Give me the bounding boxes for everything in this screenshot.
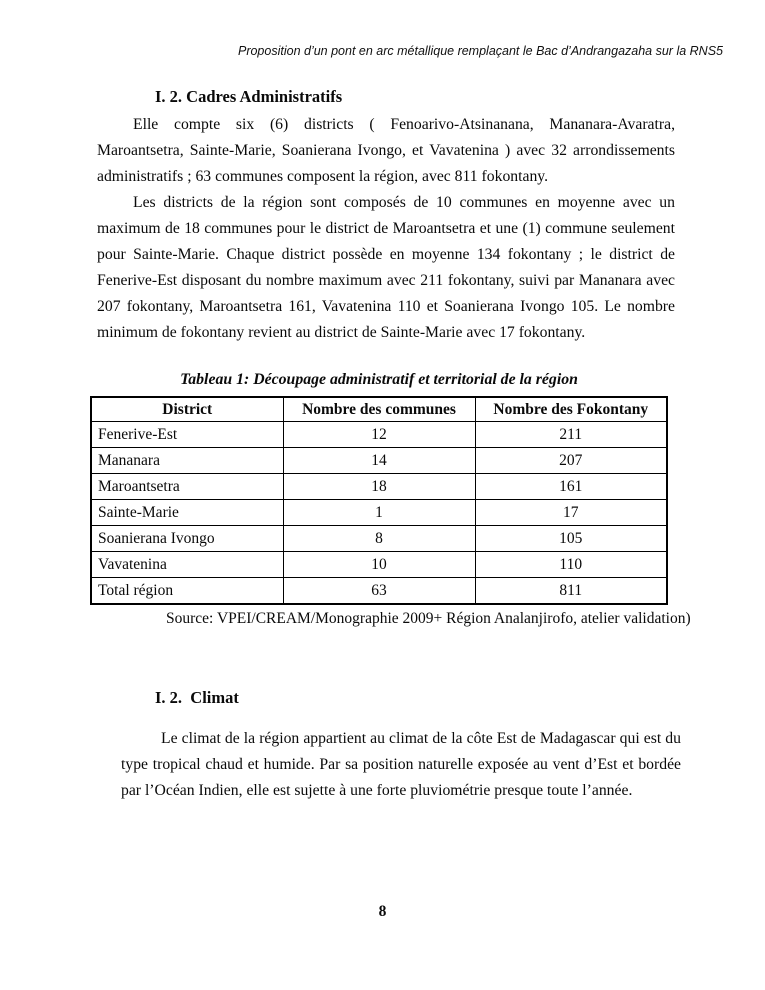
paragraph-climat: Le climat de la région appartient au climat de la côte Est de Madagascar qui est du type tropical chaud et humide. Par sa position naturelle exposée au vent d’Est et bordée par l’Océan Indien, elle est sujette à une forte pluviométrie presque toute l’année.	[121, 730, 681, 799]
column-header-communes: Nombre des communes	[283, 397, 475, 422]
cell-fokontany: 207	[475, 448, 667, 474]
section-heading-cadres-administratifs: I. 2. Cadres Administratifs	[155, 87, 343, 106]
admin-table	[90, 396, 668, 605]
column-header-district: District	[91, 397, 283, 422]
cell-district: Mananara	[91, 448, 283, 474]
cell-communes: 10	[283, 552, 475, 578]
table-source: Source: VPEI/CREAM/Monographie 2009+ Région Analanjirofo, atelier validation)	[166, 610, 691, 627]
cell-communes: 1	[283, 500, 475, 526]
cell-district: Sainte-Marie	[91, 500, 283, 526]
cell-communes: 8	[283, 526, 475, 552]
cell-communes: 63	[283, 578, 475, 605]
table-row	[91, 448, 667, 474]
table-row	[91, 422, 667, 448]
column-header-fokontany: Nombre des Fokontany	[475, 397, 667, 422]
table-caption: Tableau 1: Découpage administratif et territorial de la région	[180, 371, 578, 388]
table-row	[91, 526, 667, 552]
running-header: Proposition d’un pont en arc métallique remplaçant le Bac d’Andrangazaha sur la RNS5	[237, 44, 723, 58]
paragraph-districts-details: Les districts de la région sont composés de 10 communes en moyenne avec un maximum de 18 communes pour le district de Maroantsetra et une (1) commune seulement pour Sainte-Marie. Chaque district possède en moyenne 134 fokontany ; le district de Fenerive-Est disposant du nombre maximum avec 211 fokontany, suivi par Mananara avec 207 fokontany, Maroantsetra 161, Vavatenina 110 et Soanierana Ivongo 105. Le nombre minimum de fokontany revient au district de Sainte-Marie avec 17 fokontany.	[97, 194, 675, 341]
cell-communes: 14	[283, 448, 475, 474]
cell-fokontany: 105	[475, 526, 667, 552]
section-heading-climat: I. 2. Climat	[155, 688, 239, 707]
page-number: 8	[378, 903, 387, 920]
cell-district: Fenerive-Est	[91, 422, 283, 448]
cell-communes: 12	[283, 422, 475, 448]
cell-district: Vavatenina	[91, 552, 283, 578]
table-row	[91, 578, 667, 605]
cell-fokontany: 161	[475, 474, 667, 500]
cell-fokontany: 211	[475, 422, 667, 448]
cell-district: Total région	[91, 578, 283, 605]
table-row	[91, 474, 667, 500]
table-header-row	[91, 397, 667, 422]
paragraph-districts-overview: Elle compte six (6) districts ( Fenoarivo-Atsinanana, Mananara-Avaratra, Maroantsetra, Sainte-Marie, Soanierana Ivongo, et Vavatenina ) avec 32 arrondissements administratifs ; 63 communes composent la région, avec 811 fokontany.	[97, 116, 675, 185]
cell-fokontany: 17	[475, 500, 667, 526]
cell-district: Maroantsetra	[91, 474, 283, 500]
cell-district: Soanierana Ivongo	[91, 526, 283, 552]
table-row	[91, 500, 667, 526]
cell-communes: 18	[283, 474, 475, 500]
cell-fokontany: 811	[475, 578, 667, 605]
cell-fokontany: 110	[475, 552, 667, 578]
table-row	[91, 552, 667, 578]
